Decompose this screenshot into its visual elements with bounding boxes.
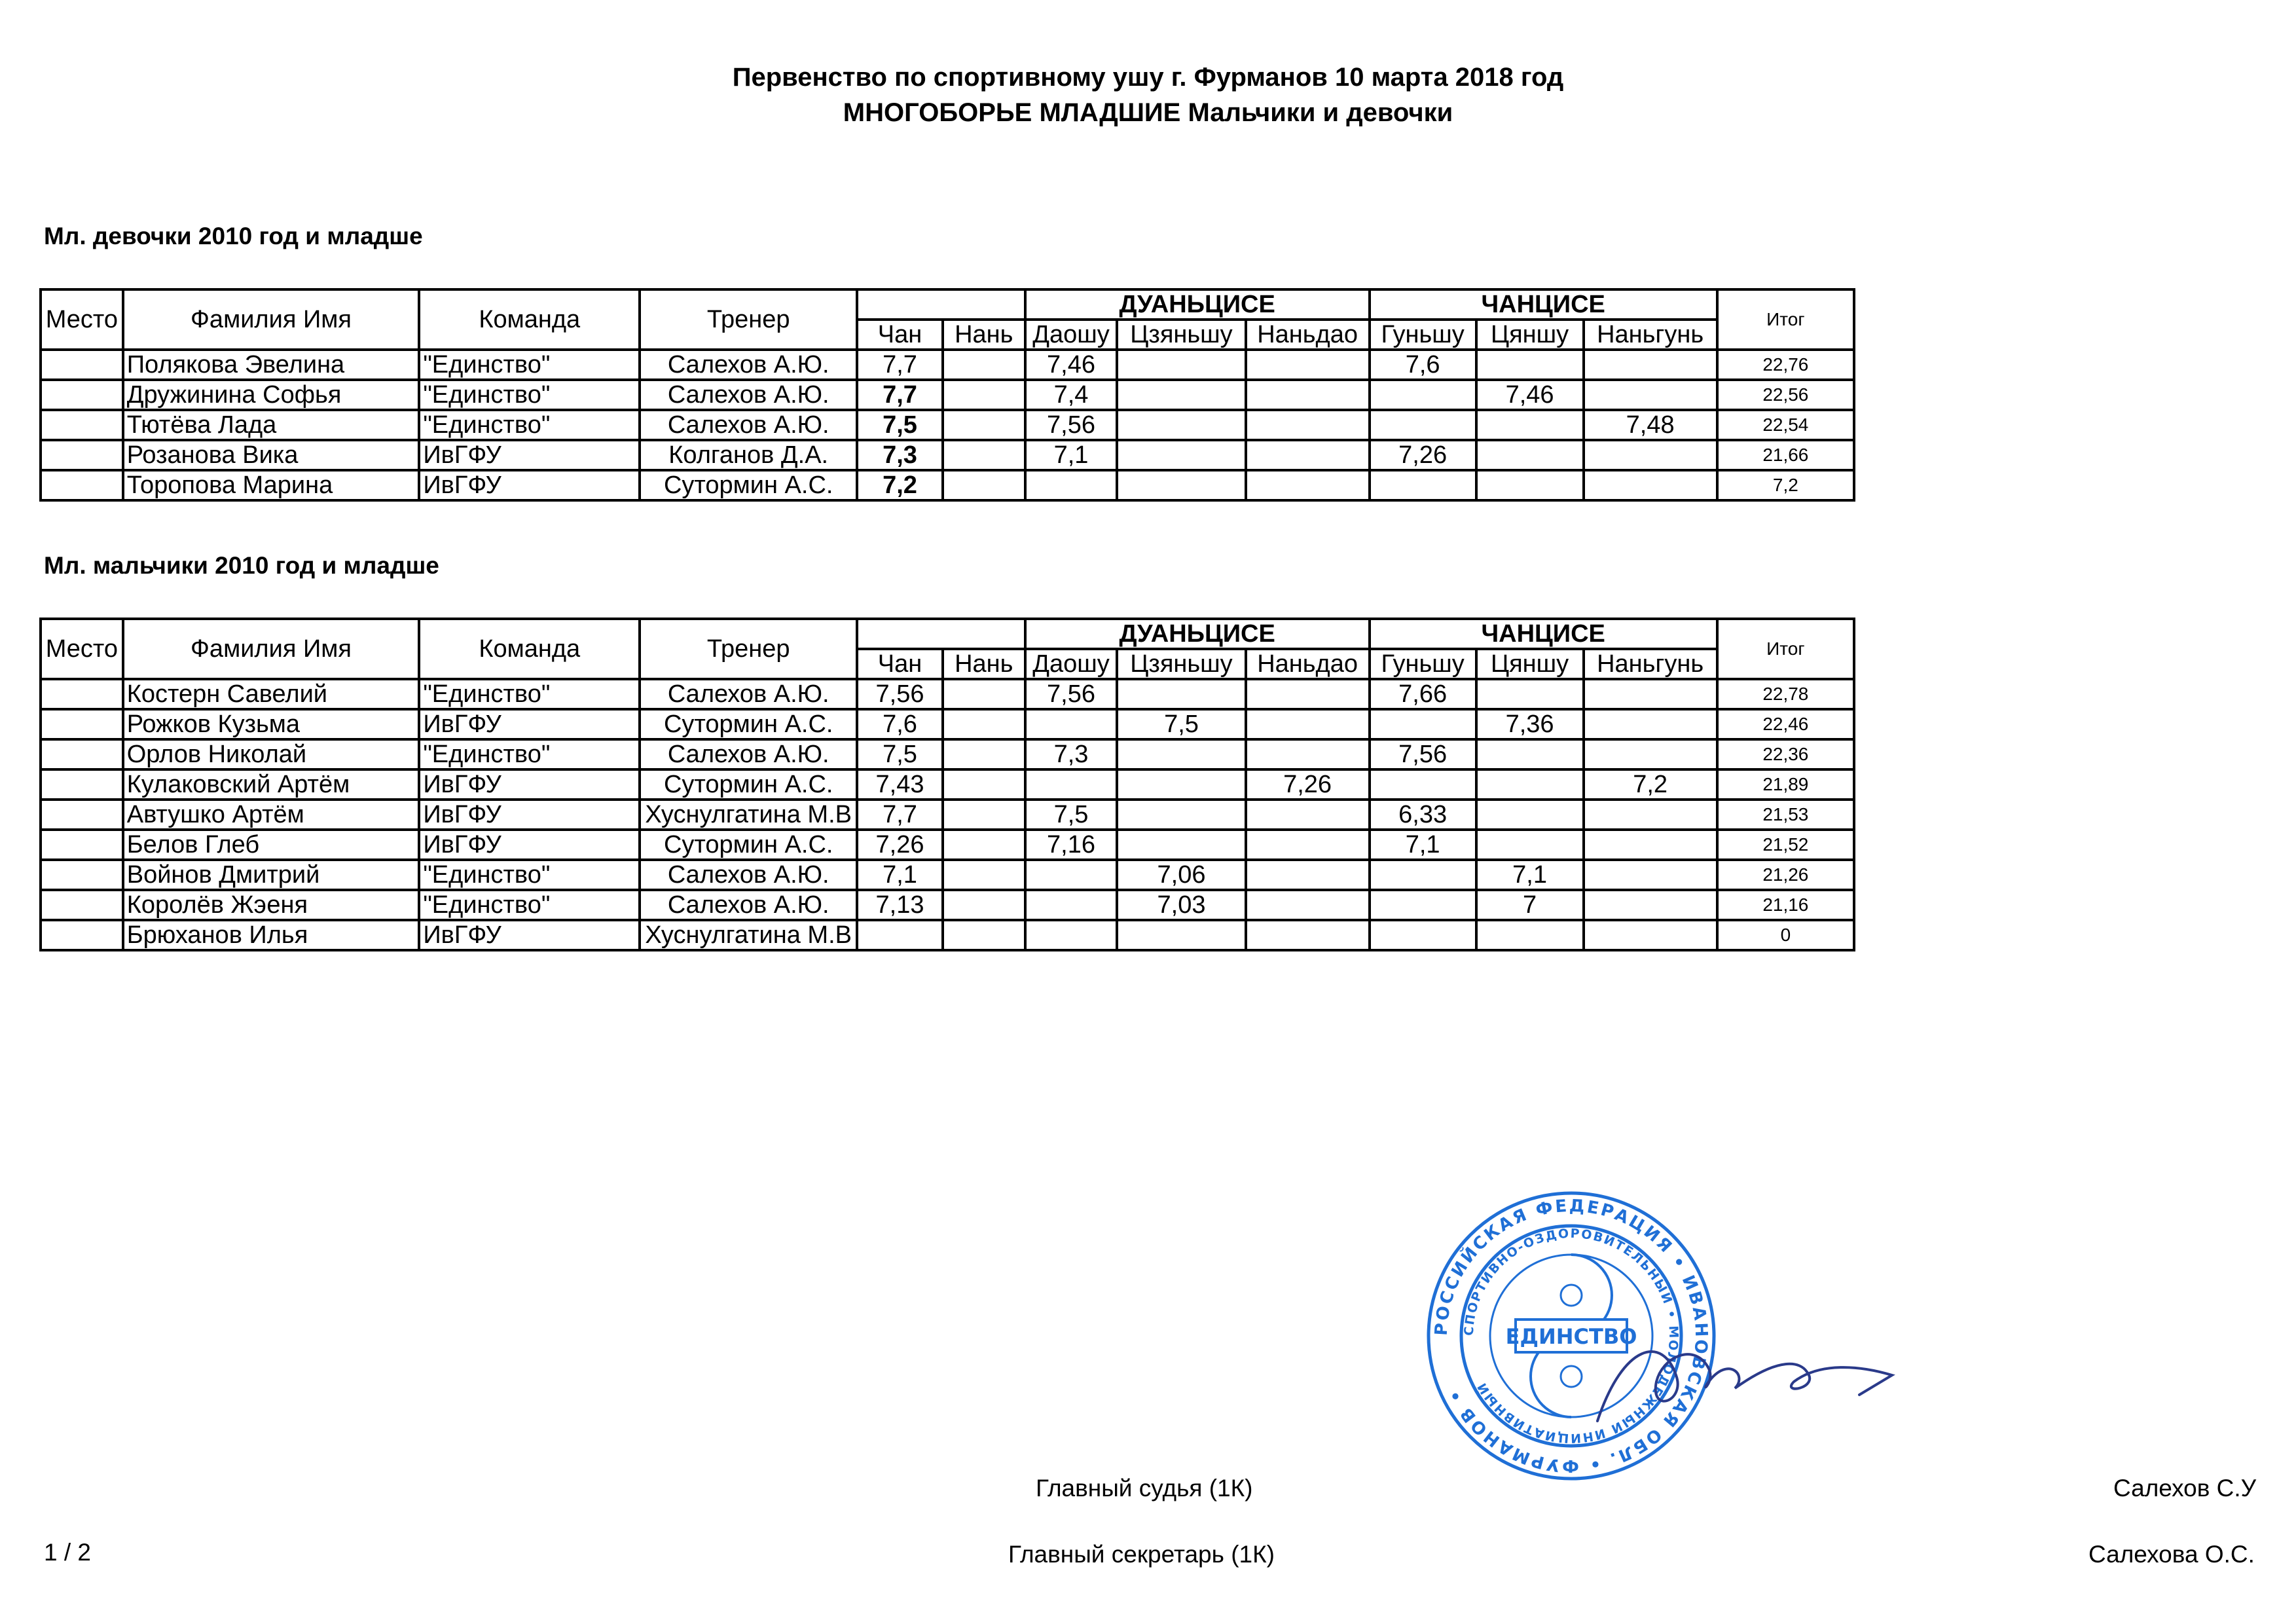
- cell-name: Костерн Савелий: [123, 679, 420, 709]
- col-header-total: Итог: [1717, 619, 1854, 679]
- cell-place: [41, 410, 123, 440]
- results-table-girls: [39, 288, 1855, 502]
- cell-total: 22,76: [1717, 350, 1854, 380]
- cell-team: ИвГФУ: [419, 769, 640, 800]
- cell-nangun: 7,48: [1584, 410, 1717, 440]
- cell-tszyanshu: [1117, 739, 1245, 769]
- cell-nandao: [1246, 350, 1370, 380]
- judge-label: Главный судья (1К): [1036, 1475, 1253, 1502]
- cell-chan: 7,5: [857, 410, 943, 440]
- cell-chan: 7,56: [857, 679, 943, 709]
- cell-coach: Салехов А.Ю.: [640, 410, 857, 440]
- cell-place: [41, 769, 123, 800]
- cell-coach: Салехов А.Ю.: [640, 860, 857, 890]
- col-header-total: Итог: [1717, 289, 1854, 350]
- cell-nan: [943, 709, 1025, 739]
- col-header-team: Команда: [419, 619, 640, 679]
- cell-tsyanshu: 7,1: [1476, 860, 1584, 890]
- cell-daoshu: [1025, 470, 1118, 500]
- cell-gunshu: 7,56: [1370, 739, 1476, 769]
- table-row: [41, 709, 1854, 739]
- cell-tszyanshu: [1117, 410, 1245, 440]
- cell-nandao: [1246, 830, 1370, 860]
- cell-coach: Салехов А.Ю.: [640, 380, 857, 410]
- table-row: [41, 920, 1854, 950]
- cell-team: ИвГФУ: [419, 830, 640, 860]
- cell-nan: [943, 410, 1025, 440]
- cell-tsyanshu: 7,36: [1476, 709, 1584, 739]
- col-header-coach: Тренер: [640, 289, 857, 350]
- secretary-name: Салехова О.С.: [2088, 1541, 2255, 1568]
- cell-team: "Единство": [419, 860, 640, 890]
- cell-chan: 7,7: [857, 350, 943, 380]
- cell-gunshu: 6,33: [1370, 800, 1476, 830]
- cell-nan: [943, 470, 1025, 500]
- cell-tsyanshu: [1476, 830, 1584, 860]
- cell-nangun: [1584, 380, 1717, 410]
- cell-total: 21,16: [1717, 890, 1854, 920]
- cell-name: Рожков Кузьма: [123, 709, 420, 739]
- cell-place: [41, 830, 123, 860]
- cell-total: 22,56: [1717, 380, 1854, 410]
- cell-tsyanshu: [1476, 470, 1584, 500]
- cell-place: [41, 800, 123, 830]
- cell-nangun: [1584, 679, 1717, 709]
- cell-daoshu: 7,16: [1025, 830, 1118, 860]
- col-header-daoshu: Даошу: [1025, 649, 1118, 679]
- table-row: [41, 890, 1854, 920]
- col-header-daoshu: Даошу: [1025, 320, 1118, 350]
- cell-chan: [857, 920, 943, 950]
- cell-nangun: [1584, 920, 1717, 950]
- cell-name: Полякова Эвелина: [123, 350, 420, 380]
- cell-nandao: [1246, 920, 1370, 950]
- cell-gunshu: 7,26: [1370, 440, 1476, 470]
- cell-nangun: [1584, 350, 1717, 380]
- cell-place: [41, 380, 123, 410]
- cell-coach: Хуснулгатина М.В: [640, 800, 857, 830]
- cell-name: Тютёва Лада: [123, 410, 420, 440]
- cell-nan: [943, 890, 1025, 920]
- table-row: [41, 739, 1854, 769]
- cell-chan: 7,13: [857, 890, 943, 920]
- cell-daoshu: [1025, 709, 1118, 739]
- cell-name: Белов Глеб: [123, 830, 420, 860]
- cell-nandao: [1246, 709, 1370, 739]
- cell-nan: [943, 920, 1025, 950]
- col-header-nandao: Наньдао: [1246, 320, 1370, 350]
- cell-place: [41, 920, 123, 950]
- cell-place: [41, 679, 123, 709]
- cell-place: [41, 709, 123, 739]
- cell-nangun: [1584, 890, 1717, 920]
- cell-tszyanshu: 7,03: [1117, 890, 1245, 920]
- cell-chan: 7,3: [857, 440, 943, 470]
- cell-nandao: [1246, 410, 1370, 440]
- cell-name: Розанова Вика: [123, 440, 420, 470]
- stamp-outer-text: РОССИЙСКАЯ ФЕДЕРАЦИЯ • ИВАНОВСКАЯ ОБЛ. • ФУРМАНОВ •: [1431, 1196, 1711, 1476]
- cell-total: 21,66: [1717, 440, 1854, 470]
- cell-nan: [943, 830, 1025, 860]
- col-header-gunshu: Гуньшу: [1370, 320, 1476, 350]
- cell-nangun: [1584, 800, 1717, 830]
- cell-nandao: [1246, 470, 1370, 500]
- cell-chan: 7,43: [857, 769, 943, 800]
- col-header-place: Место: [41, 289, 123, 350]
- cell-total: 22,54: [1717, 410, 1854, 440]
- signature: [1584, 1316, 1912, 1447]
- cell-daoshu: 7,5: [1025, 800, 1118, 830]
- cell-nangun: 7,2: [1584, 769, 1717, 800]
- cell-nandao: [1246, 679, 1370, 709]
- cell-chan: 7,1: [857, 860, 943, 890]
- cell-team: ИвГФУ: [419, 709, 640, 739]
- col-header-nangun: Наньгунь: [1584, 649, 1717, 679]
- col-header-tsyanshu: Цяншу: [1476, 320, 1584, 350]
- col-header-tszyanshu: Цзяньшу: [1117, 320, 1245, 350]
- cell-chan: 7,7: [857, 800, 943, 830]
- table-row: [41, 830, 1854, 860]
- section-title-girls: Мл. девочки 2010 год и младше: [44, 223, 423, 249]
- cell-daoshu: 7,46: [1025, 350, 1118, 380]
- cell-team: ИвГФУ: [419, 440, 640, 470]
- cell-nandao: [1246, 380, 1370, 410]
- col-header-nangun: Наньгунь: [1584, 320, 1717, 350]
- col-header-nan: Нань: [943, 649, 1025, 679]
- col-header-coach: Тренер: [640, 619, 857, 679]
- cell-team: "Единство": [419, 739, 640, 769]
- cell-total: 22,46: [1717, 709, 1854, 739]
- cell-gunshu: [1370, 470, 1476, 500]
- table-row: [41, 380, 1854, 410]
- cell-tszyanshu: 7,5: [1117, 709, 1245, 739]
- cell-coach: Салехов А.Ю.: [640, 739, 857, 769]
- table-row: [41, 800, 1854, 830]
- cell-nangun: [1584, 440, 1717, 470]
- cell-total: 21,89: [1717, 769, 1854, 800]
- cell-nandao: [1246, 860, 1370, 890]
- cell-total: 7,2: [1717, 470, 1854, 500]
- cell-coach: Сутормин А.С.: [640, 830, 857, 860]
- cell-daoshu: [1025, 890, 1118, 920]
- cell-team: "Единство": [419, 410, 640, 440]
- cell-name: Орлов Николай: [123, 739, 420, 769]
- cell-nan: [943, 350, 1025, 380]
- cell-total: 21,53: [1717, 800, 1854, 830]
- cell-name: Дружинина Софья: [123, 380, 420, 410]
- col-header-tsyanshu: Цяншу: [1476, 649, 1584, 679]
- cell-gunshu: [1370, 380, 1476, 410]
- cell-tsyanshu: [1476, 410, 1584, 440]
- cell-nan: [943, 860, 1025, 890]
- cell-team: "Единство": [419, 380, 640, 410]
- table-row: [41, 410, 1854, 440]
- section-title-boys: Мл. мальчики 2010 год и младше: [44, 552, 439, 579]
- cell-coach: Сутормин А.С.: [640, 769, 857, 800]
- cell-coach: Салехов А.Ю.: [640, 350, 857, 380]
- cell-gunshu: [1370, 410, 1476, 440]
- cell-total: 22,36: [1717, 739, 1854, 769]
- col-header-name: Фамилия Имя: [123, 619, 420, 679]
- cell-place: [41, 860, 123, 890]
- cell-gunshu: 7,6: [1370, 350, 1476, 380]
- col-header-chan: Чан: [857, 649, 943, 679]
- cell-nan: [943, 739, 1025, 769]
- cell-tsyanshu: [1476, 769, 1584, 800]
- cell-coach: Салехов А.Ю.: [640, 679, 857, 709]
- table-row: [41, 679, 1854, 709]
- cell-coach: Салехов А.Ю.: [640, 890, 857, 920]
- col-header-group-blank: [857, 289, 1025, 320]
- doc-title-line2: МНОГОБОРЬЕ МЛАДШИЕ Мальчики и девочки: [843, 98, 1453, 127]
- cell-daoshu: 7,56: [1025, 679, 1118, 709]
- col-header-group-changqixie: ЧАНЦИСЕ: [1370, 619, 1717, 649]
- cell-team: ИвГФУ: [419, 800, 640, 830]
- col-header-place: Место: [41, 619, 123, 679]
- header-row: [41, 619, 1854, 649]
- cell-name: Брюханов Илья: [123, 920, 420, 950]
- cell-nandao: [1246, 739, 1370, 769]
- cell-daoshu: 7,1: [1025, 440, 1118, 470]
- stamp-inner-text: СПОРТИВНО-ОЗДОРОВИТЕЛЬНЫЙ • МОЛОДЕЖНЫЙ ИНИЦИАТИВНЫЙ: [1461, 1226, 1681, 1446]
- cell-tszyanshu: [1117, 380, 1245, 410]
- header-row: [41, 289, 1854, 320]
- cell-tszyanshu: [1117, 830, 1245, 860]
- cell-coach: Колганов Д.А.: [640, 440, 857, 470]
- cell-daoshu: [1025, 920, 1118, 950]
- cell-tsyanshu: 7: [1476, 890, 1584, 920]
- col-header-team: Команда: [419, 289, 640, 350]
- cell-chan: 7,7: [857, 380, 943, 410]
- cell-tszyanshu: [1117, 800, 1245, 830]
- cell-nan: [943, 769, 1025, 800]
- cell-chan: 7,6: [857, 709, 943, 739]
- doc-title-line1: Первенство по спортивному ушу г. Фурманов 10 марта 2018 год: [732, 63, 1564, 92]
- cell-name: Торопова Марина: [123, 470, 420, 500]
- cell-tszyanshu: [1117, 679, 1245, 709]
- cell-nandao: 7,26: [1246, 769, 1370, 800]
- cell-tszyanshu: [1117, 920, 1245, 950]
- cell-place: [41, 890, 123, 920]
- cell-nandao: [1246, 800, 1370, 830]
- cell-team: ИвГФУ: [419, 920, 640, 950]
- cell-tsyanshu: [1476, 800, 1584, 830]
- cell-chan: 7,26: [857, 830, 943, 860]
- cell-chan: 7,5: [857, 739, 943, 769]
- cell-chan: 7,2: [857, 470, 943, 500]
- cell-tsyanshu: [1476, 440, 1584, 470]
- cell-tsyanshu: [1476, 350, 1584, 380]
- cell-tsyanshu: [1476, 679, 1584, 709]
- cell-daoshu: 7,3: [1025, 739, 1118, 769]
- cell-team: "Единство": [419, 350, 640, 380]
- cell-gunshu: 7,66: [1370, 679, 1476, 709]
- judge-name: Салехов С.У: [2113, 1475, 2257, 1502]
- cell-nan: [943, 440, 1025, 470]
- cell-gunshu: [1370, 709, 1476, 739]
- col-header-group-blank: [857, 619, 1025, 649]
- col-header-gunshu: Гуньшу: [1370, 649, 1476, 679]
- cell-nangun: [1584, 709, 1717, 739]
- cell-total: 21,26: [1717, 860, 1854, 890]
- cell-team: ИвГФУ: [419, 470, 640, 500]
- cell-name: Войнов Дмитрий: [123, 860, 420, 890]
- cell-daoshu: [1025, 769, 1118, 800]
- cell-tszyanshu: [1117, 769, 1245, 800]
- cell-gunshu: [1370, 860, 1476, 890]
- cell-tszyanshu: 7,06: [1117, 860, 1245, 890]
- page-number: 1 / 2: [44, 1539, 91, 1566]
- cell-total: 21,52: [1717, 830, 1854, 860]
- cell-nandao: [1246, 440, 1370, 470]
- cell-team: "Единство": [419, 679, 640, 709]
- cell-total: 0: [1717, 920, 1854, 950]
- cell-coach: Хуснулгатина М.В: [640, 920, 857, 950]
- cell-gunshu: [1370, 769, 1476, 800]
- table-row: [41, 769, 1854, 800]
- cell-nangun: [1584, 860, 1717, 890]
- cell-daoshu: [1025, 860, 1118, 890]
- cell-gunshu: [1370, 920, 1476, 950]
- col-header-nandao: Наньдао: [1246, 649, 1370, 679]
- cell-nan: [943, 380, 1025, 410]
- cell-daoshu: 7,4: [1025, 380, 1118, 410]
- col-header-group-duanqixie: ДУАНЬЦИСЕ: [1025, 619, 1370, 649]
- cell-tszyanshu: [1117, 440, 1245, 470]
- col-header-nan: Нань: [943, 320, 1025, 350]
- cell-tsyanshu: 7,46: [1476, 380, 1584, 410]
- col-header-group-changqixie: ЧАНЦИСЕ: [1370, 289, 1717, 320]
- col-header-name: Фамилия Имя: [123, 289, 420, 350]
- cell-coach: Сутормин А.С.: [640, 709, 857, 739]
- cell-total: 22,78: [1717, 679, 1854, 709]
- table-row: [41, 860, 1854, 890]
- cell-tszyanshu: [1117, 470, 1245, 500]
- cell-tsyanshu: [1476, 739, 1584, 769]
- cell-nangun: [1584, 739, 1717, 769]
- cell-gunshu: 7,1: [1370, 830, 1476, 860]
- cell-nan: [943, 800, 1025, 830]
- cell-nangun: [1584, 830, 1717, 860]
- col-header-tszyanshu: Цзяньшу: [1117, 649, 1245, 679]
- cell-team: "Единство": [419, 890, 640, 920]
- cell-tsyanshu: [1476, 920, 1584, 950]
- cell-coach: Сутормин А.С.: [640, 470, 857, 500]
- cell-name: Королёв Жэеня: [123, 890, 420, 920]
- cell-nan: [943, 679, 1025, 709]
- cell-nangun: [1584, 470, 1717, 500]
- cell-tszyanshu: [1117, 350, 1245, 380]
- secretary-label: Главный секретарь (1К): [1008, 1541, 1275, 1568]
- table-row: [41, 350, 1854, 380]
- cell-place: [41, 440, 123, 470]
- cell-name: Кулаковский Артём: [123, 769, 420, 800]
- cell-place: [41, 470, 123, 500]
- col-header-group-duanqixie: ДУАНЬЦИСЕ: [1025, 289, 1370, 320]
- cell-place: [41, 739, 123, 769]
- cell-name: Автушко Артём: [123, 800, 420, 830]
- cell-gunshu: [1370, 890, 1476, 920]
- cell-nandao: [1246, 890, 1370, 920]
- table-row: [41, 470, 1854, 500]
- stamp-center-text: ЕДИНСТВО: [1505, 1324, 1637, 1349]
- col-header-chan: Чан: [857, 320, 943, 350]
- results-table-boys: [39, 618, 1855, 951]
- cell-place: [41, 350, 123, 380]
- cell-daoshu: 7,56: [1025, 410, 1118, 440]
- table-row: [41, 440, 1854, 470]
